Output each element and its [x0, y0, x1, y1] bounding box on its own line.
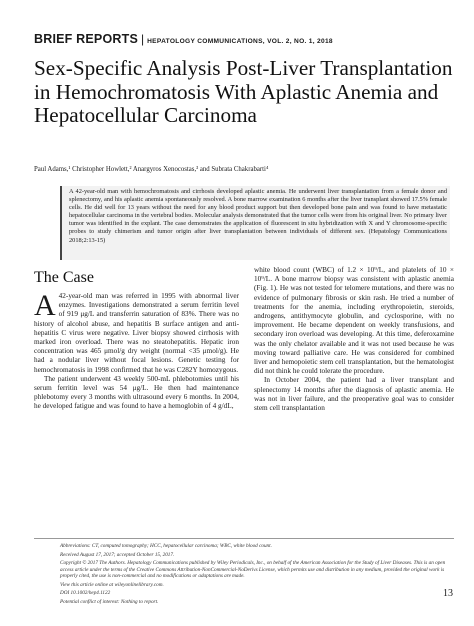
left-column	[34, 268, 239, 412]
section-heading: The Case	[34, 269, 94, 286]
abbreviations-note: Abbreviations: CT, computed tomography; HCC, hepatocellular carcinoma; WBC, white blood count.	[60, 543, 272, 549]
copyright-note: Copyright © 2017 The Authors. Hepatology Communications published by Wiley Periodicals, Inc., on behalf of the American Association for the Study of Liver Diseases. This is an open access article under the terms of the Creative Commons Attribution-NonCommercial-NoDerivs License, which permits use and distribution in any medium, provided the original work is properly cited, the use is non-commercial and no modifications or adaptations are made.	[60, 560, 446, 579]
case-paragraph-1-text: 42-year-old man was referred in 1995 with abnormal liver enzymes. Investigations demonstrated a serum ferritin level of 919 μg/L and transferrin saturation of 83%. There was no history of alcohol abuse, and hepatitis B surface antigen and anti-hepatitis C virus were negative. Liver biopsy showed cirrhosis with marked iron overload. There was no steatohepatitis. Hepatic iron concentration was 465 μmol/g dry weight (normal <35 μmol/g). He had a nodular liver without focal lesions. Genetic testing for hemochromatosis in 1998 confirmed that he was C282Y homozygous.	[34, 292, 239, 374]
journal-citation: HEPATOLOGY COMMUNICATIONS, VOL. 2, NO. 1, 2018	[147, 38, 333, 45]
footnote-divider	[34, 538, 454, 539]
abstract-box	[60, 186, 450, 260]
author-list: Paul Adams,¹ Christopher Howlett,² Anargyros Xenocostas,³ and Subrata Chakrabarti⁴	[34, 166, 269, 173]
abstract-text: A 42-year-old man with hemochromatosis and cirrhosis developed aplastic anemia. He underwent liver transplantation from a female donor and splenectomy, and his aplastic anemia spontaneously resolved. A bone marrow examination 6 months after the liver transplant showed 17.5% female cells. He did well for 13 years without the need for any blood product support but then developed bone pain and was found to have metastatic hepatocellular carcinoma in the vertebral bodies. Molecular analysis demonstrated that the tumor cells were from his original liver. No primary liver tumor was identified in the explant. The case demonstrates the application of fluorescent in situ hybridization with X and Y chromosome-specific probes to study chimerism and tumor origin after liver transplantation between individuals of different sex. (Hepatology Communications 2018;2:13-15)	[69, 188, 447, 244]
drop-cap: A	[34, 289, 56, 322]
page-number: 13	[443, 588, 453, 599]
running-header	[34, 30, 454, 48]
header-separator: |	[141, 32, 145, 46]
received-note: Received August 17, 2017; accepted October 15, 2017.	[60, 551, 175, 558]
doi-note: DOI 10.1002/hep4.1122	[60, 590, 111, 596]
case-paragraph-3: white blood count (WBC) of 1.2 × 10⁹/L, and platelets of 10 × 10⁹/L. A bone marrow biopsy was consistent with aplastic anemia (Fig. 1). He was not tested for telomere mutations, and there was no evidence of pulmonary fibrosis or skin rash. He tried a number of treatments for the anemia, including erythropoietin, steroids, androgens, antithymocyte globulin, and cyclosporine, with no improvement. He became dependent on weekly transfusions, and secondary iron overload was developing. At this time, deferoxamine was the only chelator available and it was not used because he was moving toward palliative care. He was considered for combined liver and hemopoietic stem cell transplantation, but the hematologist did not think he could tolerate the procedure.	[254, 266, 454, 376]
view-online-note: View this article online at wileyonlinelibrary.com.	[60, 581, 164, 588]
case-paragraph-2: The patient underwent 43 weekly 500-mL phlebotomies until his serum ferritin level was 54 μg/L. He then had maintenance phlebotomy every 3 months with ultrasound every 6 months. In 2004, he developed fatigue and was found to have a hemoglobin of 4 g/dL,	[34, 374, 239, 411]
article-title: Sex-Specific Analysis Post-Liver Transplantation in Hemochromatosis With Aplastic Anemia and Hepatocellular Carcinoma	[34, 56, 453, 127]
conflict-note: Potential conflict of interest: Nothing to report.	[60, 598, 159, 605]
footnotes	[60, 543, 448, 607]
case-paragraph-1	[34, 289, 239, 375]
case-paragraph-4: In October 2004, the patient had a liver transplant and splenectomy 14 months after the diagnosis of aplastic anemia. He was not in liver failure, and the preoperative goal was to consider stem cell transplantation	[254, 376, 454, 413]
section-label: BRIEF REPORTS	[34, 32, 138, 46]
right-column	[254, 266, 454, 413]
